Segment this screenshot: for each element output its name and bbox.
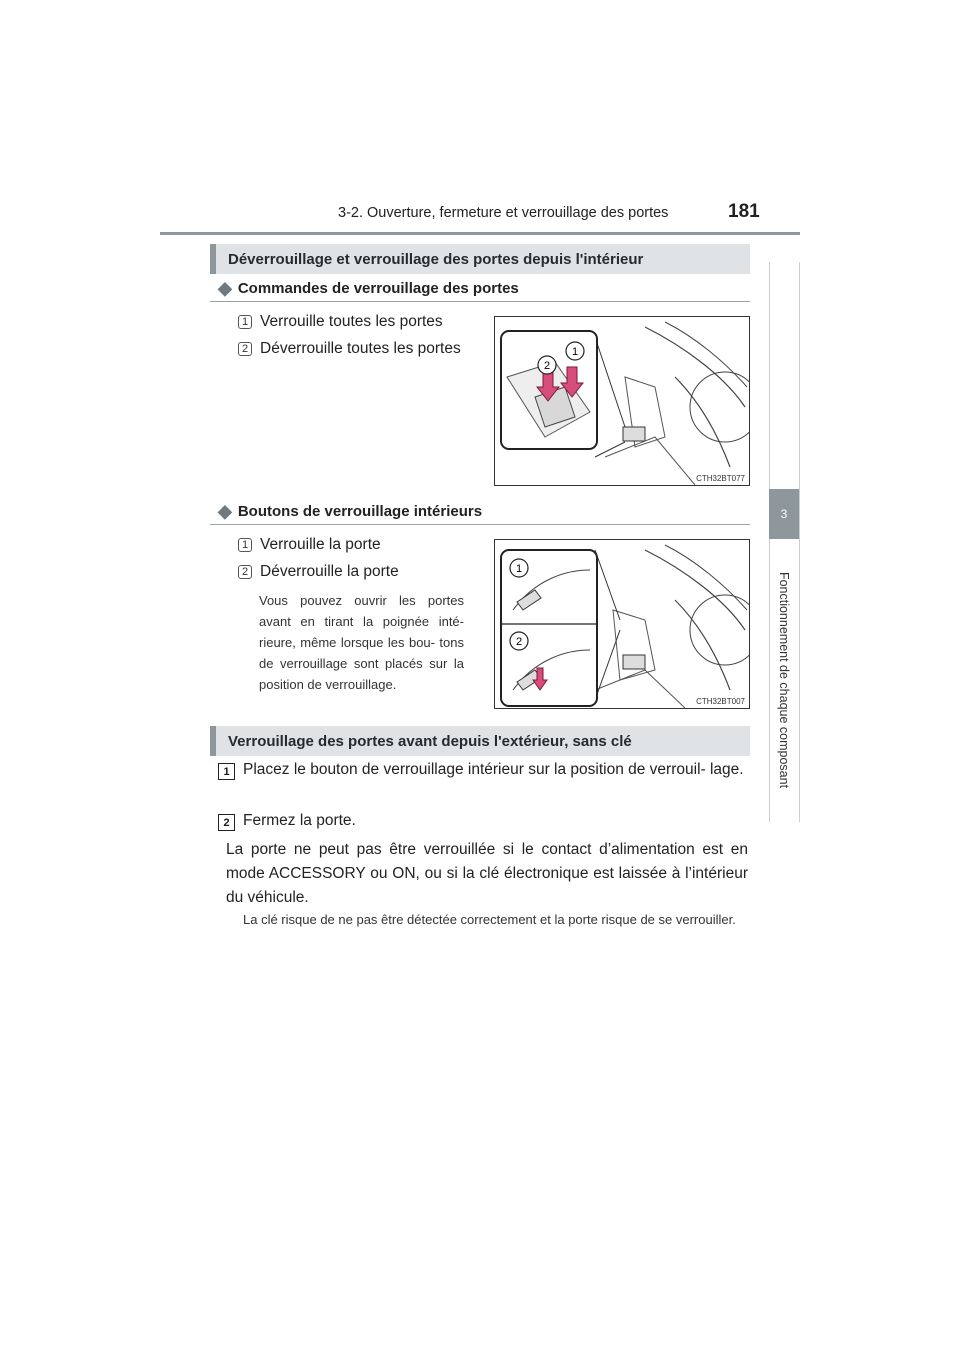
step-text: Fermez la porte. (243, 812, 356, 829)
running-header: 3-2. Ouverture, fermeture et verrouillage des portes (338, 205, 669, 221)
step-text: Placez le bouton de verrouillage intérieur sur la position de verrouil- lage. (243, 761, 744, 778)
side-rule-left (769, 262, 770, 822)
diamond-icon: ◆ (218, 278, 232, 298)
door-lock-switch-illustration (495, 317, 749, 485)
section-heading-text: Verrouillage des portes avant depuis l'extérieur, sans clé (228, 732, 632, 750)
list-item (238, 313, 443, 331)
subheading-rule (210, 524, 750, 525)
list-item (238, 536, 381, 554)
figure-inside-lock-button (494, 539, 750, 709)
step-number: 2 (218, 814, 235, 831)
chapter-label: Fonctionnement de chaque composant (777, 571, 791, 789)
item-text: Déverrouille la porte (260, 563, 399, 580)
subheading-inside-lock-buttons (218, 501, 482, 522)
figure-code: CTH32BT077 (696, 474, 745, 483)
callout-label: 1 (571, 346, 579, 358)
subheading-text: Commandes de verrouillage des portes (237, 280, 519, 297)
header-rule (160, 232, 800, 235)
figure-code: CTH32BT007 (696, 697, 745, 706)
callout-label: 1 (515, 563, 523, 575)
item-number: 1 (238, 315, 252, 329)
section-heading-interior (210, 244, 750, 274)
subheading-lock-switches (218, 278, 519, 299)
figure-door-lock-switch (494, 316, 750, 486)
item-number: 2 (238, 342, 252, 356)
section-heading-text: Déverrouillage et verrouillage des portes depuis l'intérieur (228, 250, 644, 268)
item-number: 1 (238, 538, 252, 552)
side-rule-right (799, 262, 800, 822)
inside-lock-button-illustration (495, 540, 749, 708)
list-item (238, 563, 399, 581)
callout-label: 2 (515, 636, 523, 648)
item-number: 2 (238, 565, 252, 579)
step-number: 1 (218, 763, 235, 780)
callout-label: 2 (543, 360, 551, 372)
diamond-icon: ◆ (218, 501, 232, 521)
subheading-text: Boutons de verrouillage intérieurs (237, 503, 483, 520)
section-heading-exterior (210, 726, 750, 756)
body-paragraph: La porte ne peut pas être verrouillée si le contact d’alimentation est en mode ACCESSORY ou ON, ou si la clé électronique est laissée à l’intérieur du véhicule. (226, 841, 748, 906)
list-item (238, 340, 461, 358)
chapter-tab: 3 (769, 489, 799, 539)
item-text: Verrouille la porte (260, 536, 381, 553)
small-note: La clé risque de ne pas être détectée correctement et la porte risque de se verrouiller. (243, 912, 736, 927)
subheading-rule (210, 301, 750, 302)
item-text: Déverrouille toutes les portes (260, 340, 461, 357)
item-text: Verrouille toutes les portes (260, 313, 443, 330)
note-text: Vous pouvez ouvrir les portes avant en tirant la poignée inté- rieure, même lorsque les bou- tons de verrouillage sont placés sur la position de verrouillage. (259, 593, 464, 692)
page-number: 181 (728, 201, 760, 222)
